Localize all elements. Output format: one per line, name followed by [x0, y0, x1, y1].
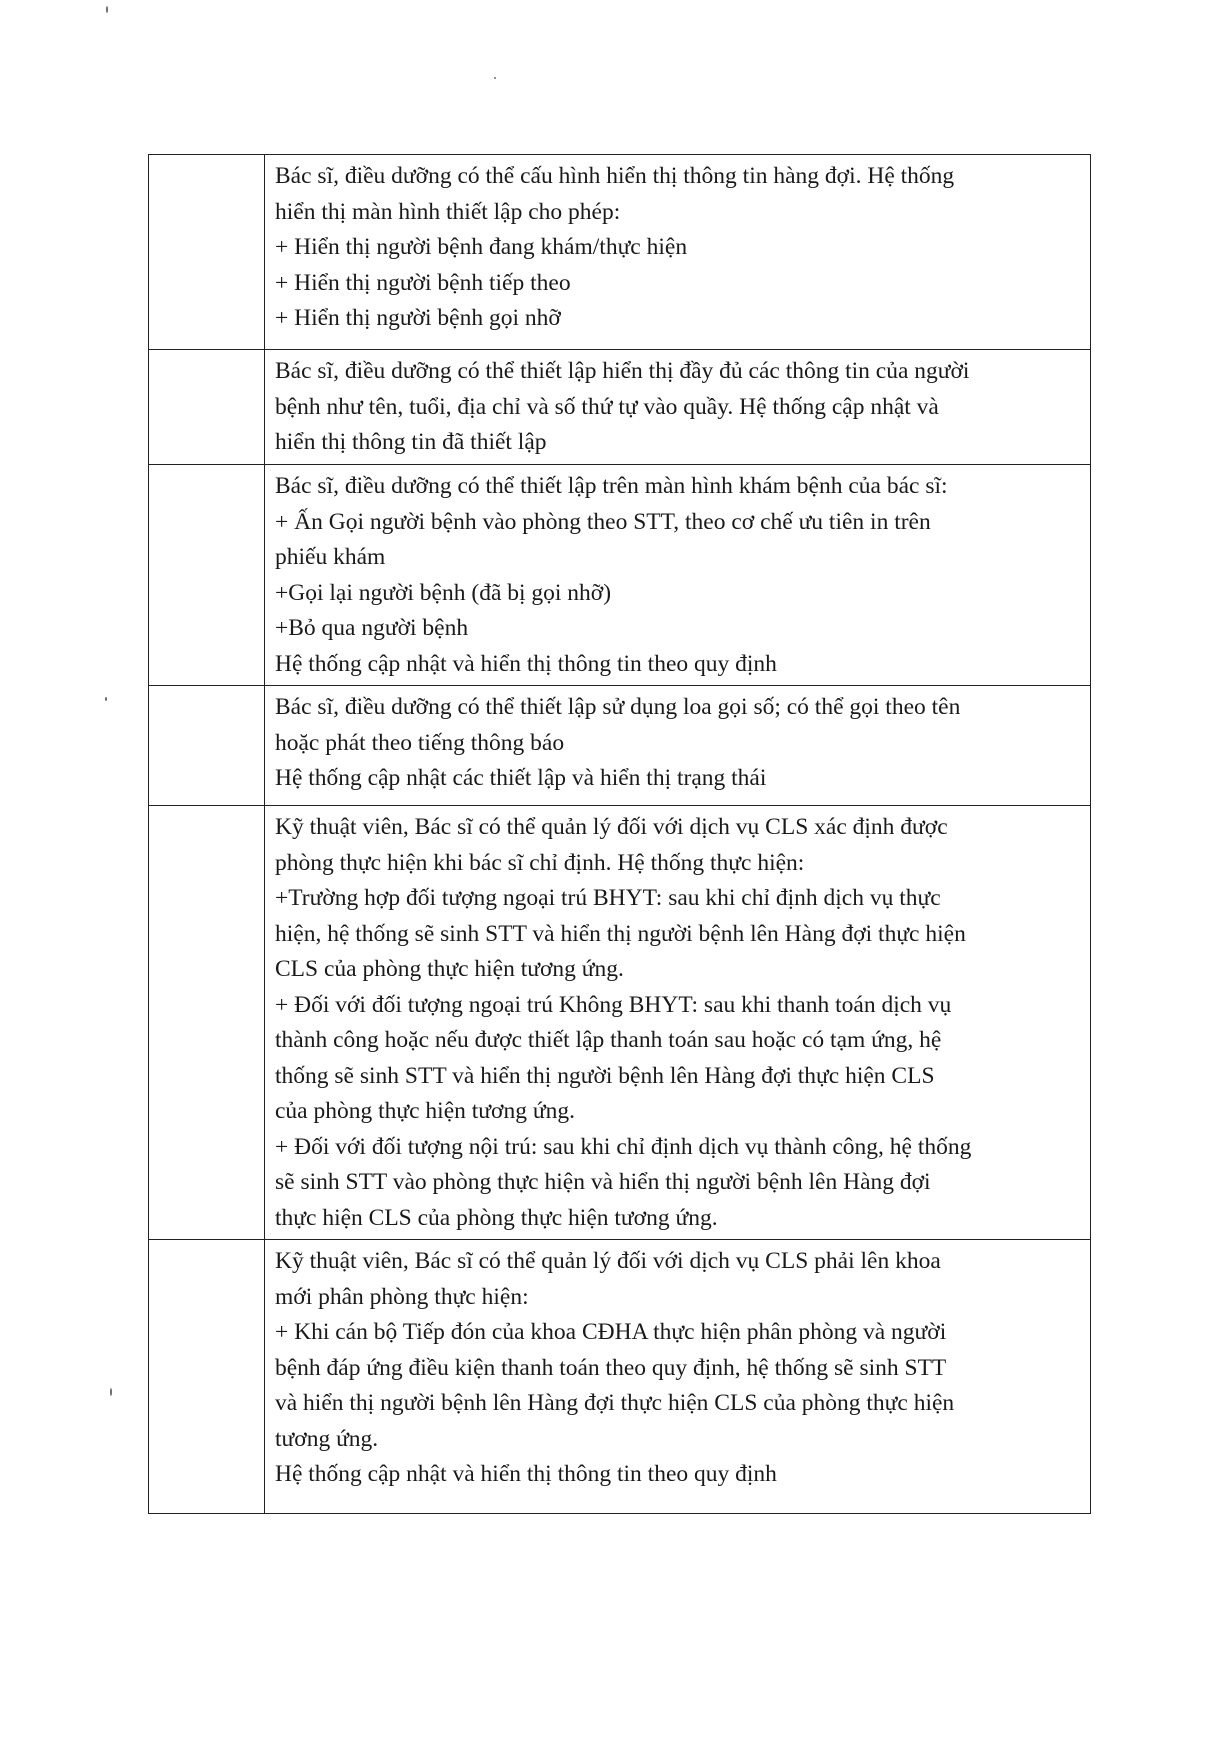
row-description-cell — [265, 1240, 1091, 1514]
row-description-cell — [265, 350, 1091, 465]
scan-speck — [110, 1388, 112, 1396]
requirement-line: hiển thị màn hình thiết lập cho phép: — [275, 198, 621, 225]
requirement-line: CLS của phòng thực hiện tương ứng. — [275, 956, 624, 982]
table-row — [149, 806, 1091, 1240]
requirement-line: thực hiện CLS của phòng thực hiện tương ứng. — [275, 1204, 718, 1231]
row-id-cell — [149, 350, 265, 465]
requirement-line: bệnh như tên, tuổi, địa chỉ và số thứ tự vào quầy. Hệ thống cập nhật và — [275, 393, 939, 420]
requirement-line: + Hiển thị người bệnh đang khám/thực hiện — [275, 234, 688, 260]
requirement-line: mới phân phòng thực hiện: — [275, 1283, 529, 1310]
requirement-text — [265, 1240, 1090, 1496]
requirement-text — [265, 155, 1090, 340]
requirement-line: Hệ thống cập nhật và hiển thị thông tin theo quy định — [275, 1461, 777, 1487]
row-id-cell — [149, 465, 265, 686]
requirement-line: Bác sĩ, điều dưỡng có thể thiết lập hiển thị đầy đủ các thông tin của người — [275, 358, 970, 384]
requirement-line: hiện, hệ thống sẽ sinh STT và hiển thị người bệnh lên Hàng đợi thực hiện — [275, 920, 966, 947]
requirement-text — [265, 350, 1090, 464]
requirement-line: Bác sĩ, điều dưỡng có thể thiết lập trên màn hình khám bệnh của bác sĩ: — [275, 473, 948, 499]
requirement-line: + Đối với đối tượng nội trú: sau khi chỉ định dịch vụ thành công, hệ thống — [275, 1133, 972, 1160]
requirement-line: Bác sĩ, điều dưỡng có thể thiết lập sử dụng loa gọi số; có thể gọi theo tên — [275, 694, 961, 720]
table-row — [149, 465, 1091, 686]
requirement-line: tương ứng. — [275, 1425, 379, 1452]
scan-speck — [106, 6, 108, 13]
requirement-line: + Ấn Gọi người bệnh vào phòng theo STT, theo cơ chế ưu tiên in trên — [275, 508, 931, 535]
requirement-line: +Bỏ qua người bệnh — [275, 615, 469, 641]
row-id-cell — [149, 155, 265, 350]
row-description-cell — [265, 155, 1091, 350]
requirement-line: Bác sĩ, điều dưỡng có thể cấu hình hiển thị thông tin hàng đợi. Hệ thống — [275, 163, 955, 189]
requirement-line: bệnh đáp ứng điều kiện thanh toán theo quy định, hệ thống sẽ sinh STT — [275, 1354, 947, 1381]
requirement-text — [265, 806, 1090, 1239]
requirement-line: hoặc phát theo tiếng thông báo — [275, 729, 565, 756]
requirement-line: thành công hoặc nếu được thiết lập thanh toán sau hoặc có tạm ứng, hệ — [275, 1027, 942, 1053]
row-description-cell — [265, 465, 1091, 686]
row-id-cell — [149, 1240, 265, 1514]
requirement-line: và hiển thị người bệnh lên Hàng đợi thực hiện CLS của phòng thực hiện — [275, 1390, 955, 1416]
requirement-text — [265, 686, 1090, 800]
scan-speck — [494, 77, 496, 79]
requirement-line: +Gọi lại người bệnh (đã bị gọi nhỡ) — [275, 579, 612, 606]
requirement-line: Hệ thống cập nhật các thiết lập và hiển thị trạng thái — [275, 765, 767, 791]
table-row — [149, 1240, 1091, 1514]
requirement-line: phiếu khám — [275, 544, 386, 570]
requirement-line: hiển thị thông tin đã thiết lập — [275, 429, 547, 455]
requirement-line: + Đối với đối tượng ngoại trú Không BHYT: sau khi thanh toán dịch vụ — [275, 991, 952, 1018]
requirement-line: Kỹ thuật viên, Bác sĩ có thể quản lý đối với dịch vụ CLS xác định được — [275, 814, 948, 840]
requirement-line: +Trường hợp đối tượng ngoại trú BHYT: sau khi chỉ định dịch vụ thực — [275, 885, 941, 911]
row-id-cell — [149, 686, 265, 806]
requirement-line: phòng thực hiện khi bác sĩ chỉ định. Hệ thống thực hiện: — [275, 849, 805, 876]
requirement-line: + Hiển thị người bệnh tiếp theo — [275, 269, 571, 296]
requirement-line: + Hiển thị người bệnh gọi nhỡ — [275, 305, 561, 331]
requirement-line: + Khi cán bộ Tiếp đón của khoa CĐHA thực hiện phân phòng và người — [275, 1319, 947, 1345]
requirements-table — [148, 154, 1091, 1514]
row-description-cell — [265, 806, 1091, 1240]
requirement-line: của phòng thực hiện tương ứng. — [275, 1098, 575, 1124]
requirement-line: sẽ sinh STT vào phòng thực hiện và hiển thị người bệnh lên Hàng đợi — [275, 1169, 931, 1195]
table-row — [149, 155, 1091, 350]
requirement-text — [265, 465, 1090, 685]
table-row — [149, 350, 1091, 465]
table-row — [149, 686, 1091, 806]
requirement-line: Kỹ thuật viên, Bác sĩ có thể quản lý đối với dịch vụ CLS phải lên khoa — [275, 1248, 941, 1274]
row-id-cell — [149, 806, 265, 1240]
requirements-body — [149, 155, 1091, 1514]
row-description-cell — [265, 686, 1091, 806]
scan-speck — [105, 697, 107, 701]
requirement-line: thống sẽ sinh STT và hiển thị người bệnh lên Hàng đợi thực hiện CLS — [275, 1062, 935, 1089]
requirement-line: Hệ thống cập nhật và hiển thị thông tin theo quy định — [275, 650, 777, 677]
